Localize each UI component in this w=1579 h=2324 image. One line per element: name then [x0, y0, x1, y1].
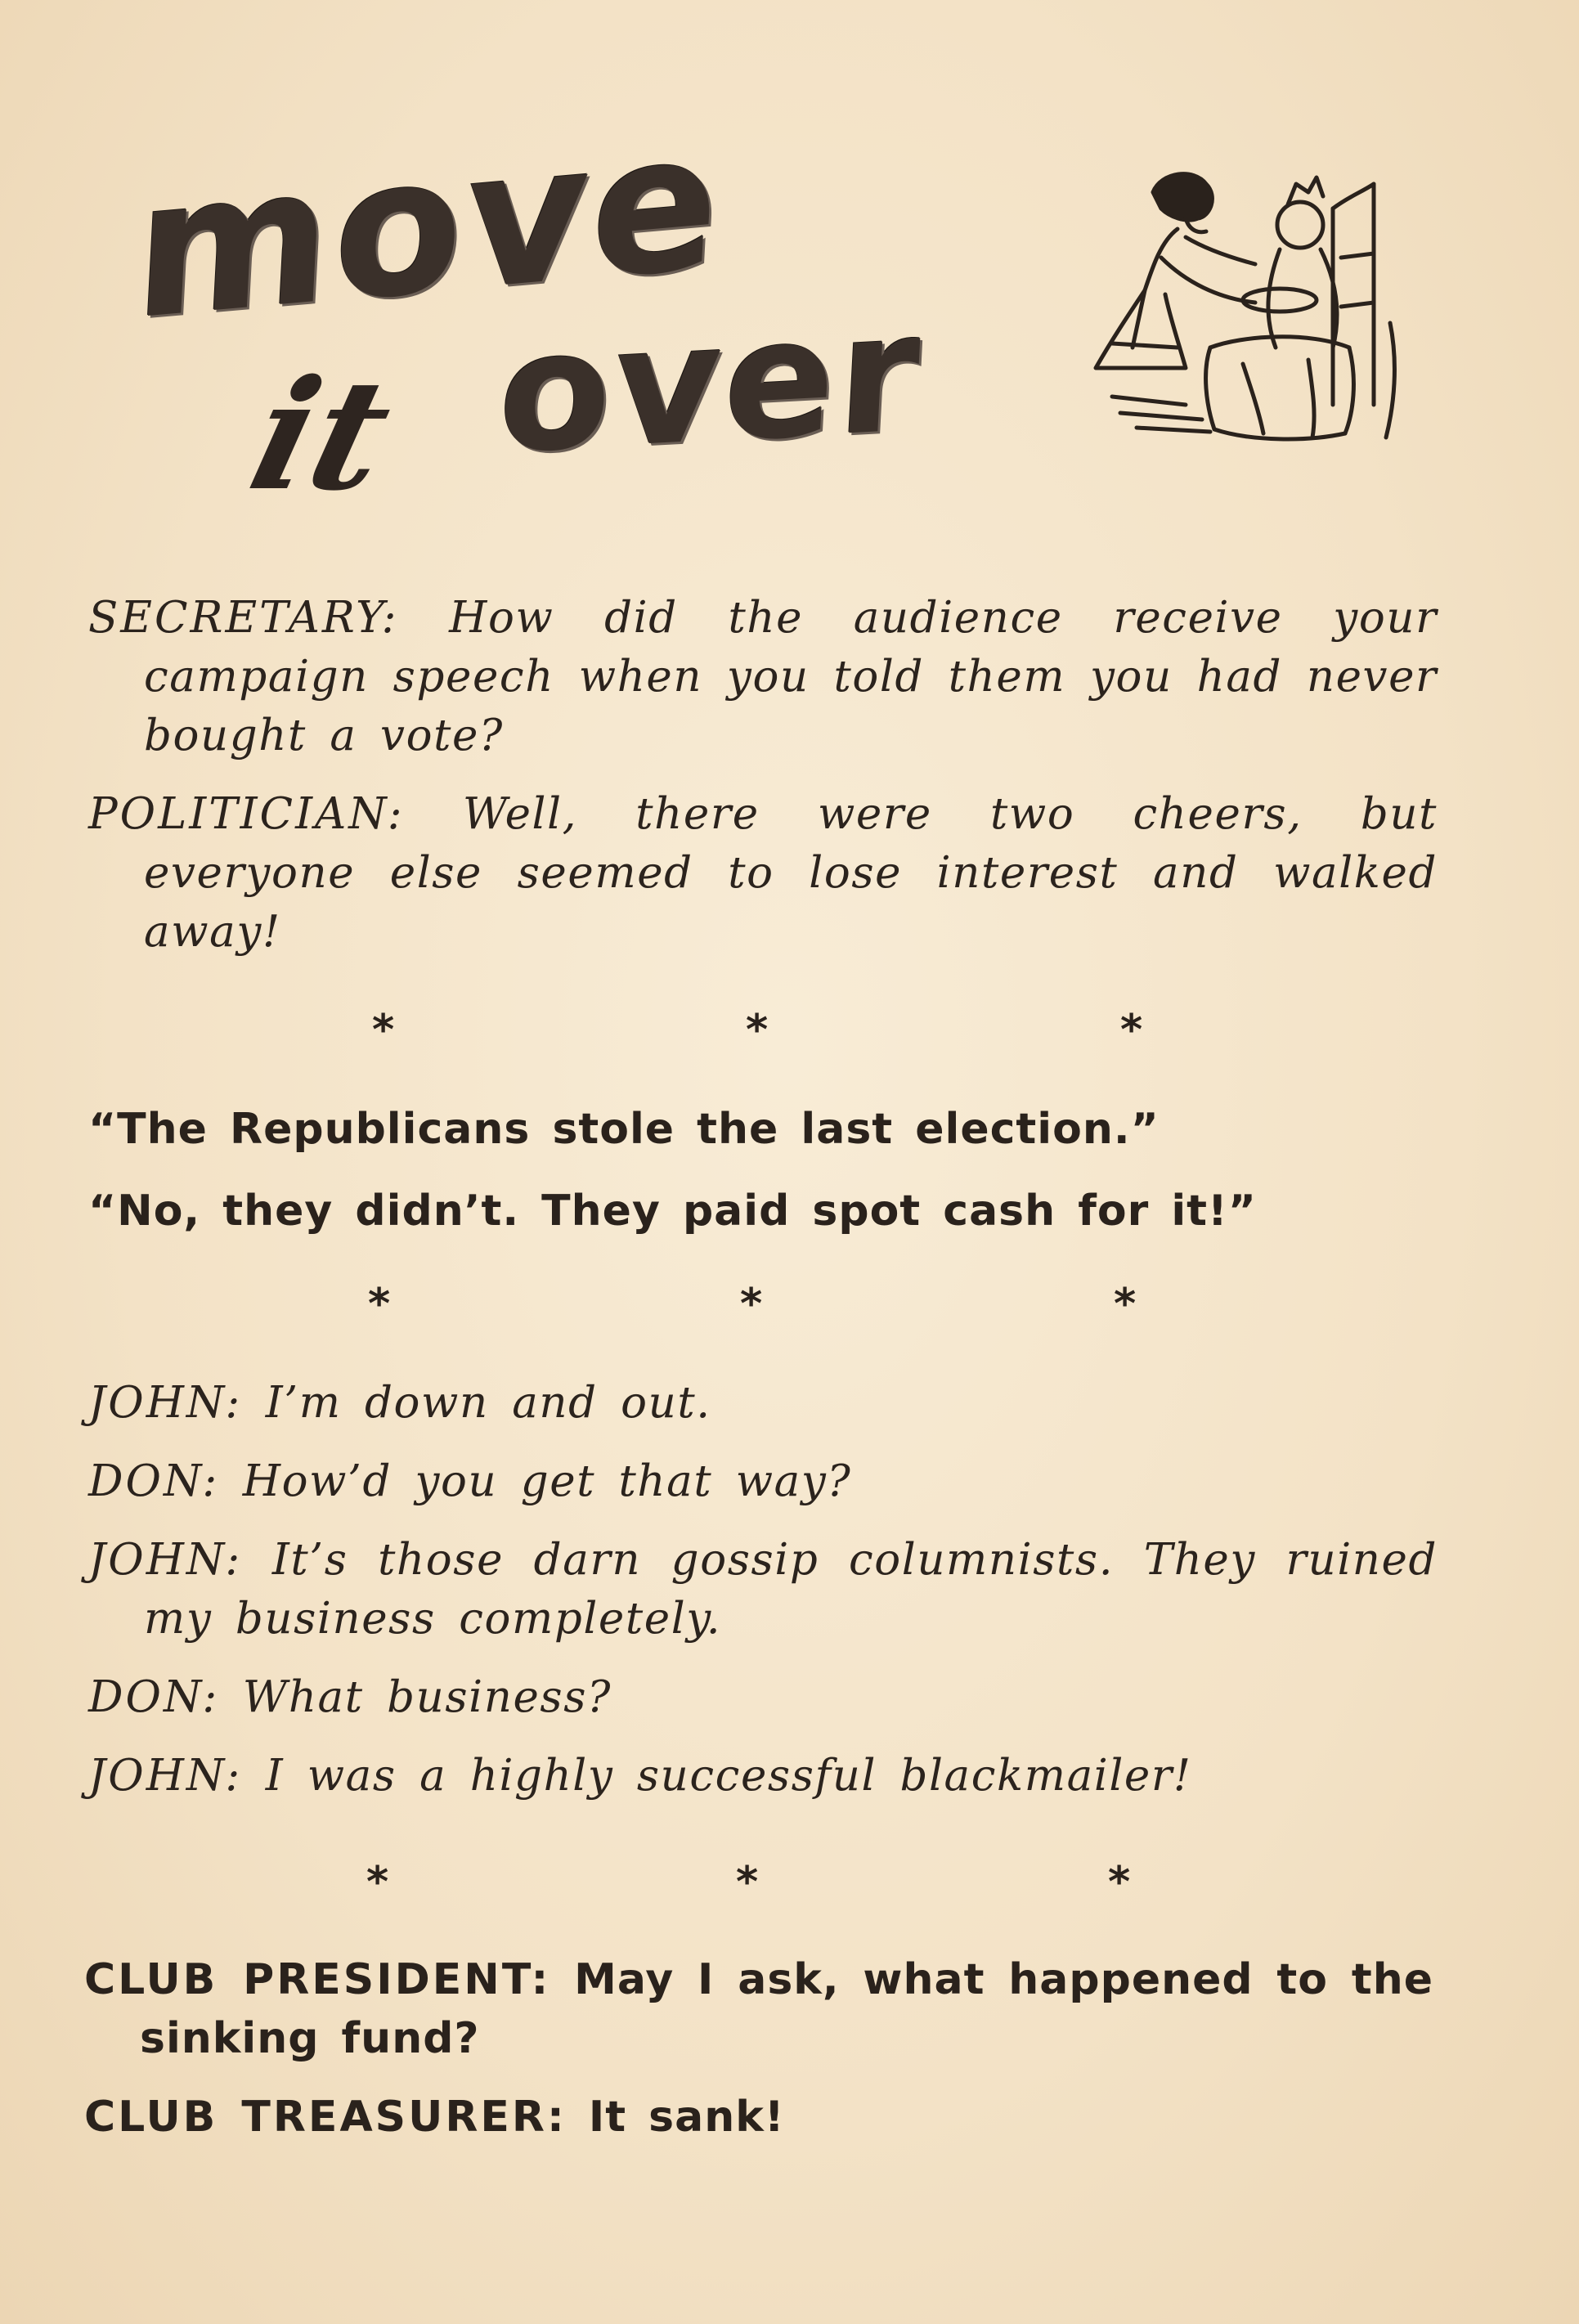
dialogue-text: How did the audience receive your campaign speech when you told them you had never bought a vote?: [144, 593, 1438, 760]
separator-star: *: [736, 1858, 759, 1907]
exchange-1: [88, 589, 1438, 962]
title-move: move: [130, 91, 729, 363]
separator-star: *: [366, 1858, 389, 1907]
separator-stars: [0, 1858, 1579, 1907]
exchange-3: [88, 1374, 1438, 1806]
speaker-name: JOHN:: [88, 1751, 243, 1801]
separator-star: *: [740, 1280, 763, 1329]
dialogue-line: [88, 1747, 1438, 1806]
separator-stars: [0, 1006, 1579, 1055]
speaker-name: SECRETARY:: [88, 593, 399, 643]
dialogue-line: [88, 1668, 1438, 1727]
dialogue-line: [88, 589, 1438, 765]
separator-star: *: [1120, 1006, 1143, 1055]
speaker-name: POLITICIAN:: [88, 789, 405, 839]
dialogue-line: [84, 2088, 1433, 2147]
dialogue-text: What business?: [242, 1672, 612, 1722]
speaker-name: JOHN:: [88, 1535, 243, 1585]
dialogue-text: May I ask, what happened to the sinking fund?: [140, 1955, 1433, 2063]
separator-star: *: [746, 1006, 769, 1055]
dialogue-text: It sank!: [588, 2093, 785, 2142]
dialogue-line: [88, 1452, 1438, 1511]
speaker-name: CLUB TREASURER:: [84, 2093, 567, 2142]
separator-star: *: [1108, 1858, 1131, 1907]
speaker-name: DON:: [88, 1456, 220, 1506]
exchange-4: [84, 1950, 1433, 2147]
title-over: over: [494, 276, 927, 491]
separator-star: *: [372, 1006, 395, 1055]
title-it: it: [235, 346, 408, 524]
serving-woman-illustration: [1063, 159, 1406, 470]
speaker-name: JOHN:: [88, 1378, 243, 1428]
dialogue-line: [88, 1374, 1438, 1433]
dialogue-line: “The Republicans stole the last election.”: [88, 1105, 1160, 1154]
exchange-2: [88, 1100, 1438, 1241]
dialogue-line: [84, 1950, 1433, 2068]
dialogue-text: I’m down and out.: [265, 1378, 711, 1428]
separator-star: *: [368, 1280, 391, 1329]
dialogue-line: [88, 1531, 1438, 1649]
dialogue-text: Well, there were two cheers, but everyone else seemed to lose interest and walked away!: [144, 789, 1438, 957]
dialogue-text: I was a highly successful blackmailer!: [265, 1751, 1192, 1801]
dialogue-line: [88, 785, 1438, 962]
dialogue-text: How’d you get that way?: [242, 1456, 852, 1506]
speaker-name: CLUB PRESIDENT:: [84, 1955, 551, 2004]
separator-stars: [0, 1280, 1579, 1329]
speaker-name: DON:: [88, 1672, 220, 1722]
separator-star: *: [1114, 1280, 1137, 1329]
dialogue-text: It’s those darn gossip columnists. They ruined my business completely.: [144, 1535, 1438, 1644]
dialogue-line: “No, they didn’t. They paid spot cash for it!”: [88, 1187, 1257, 1236]
